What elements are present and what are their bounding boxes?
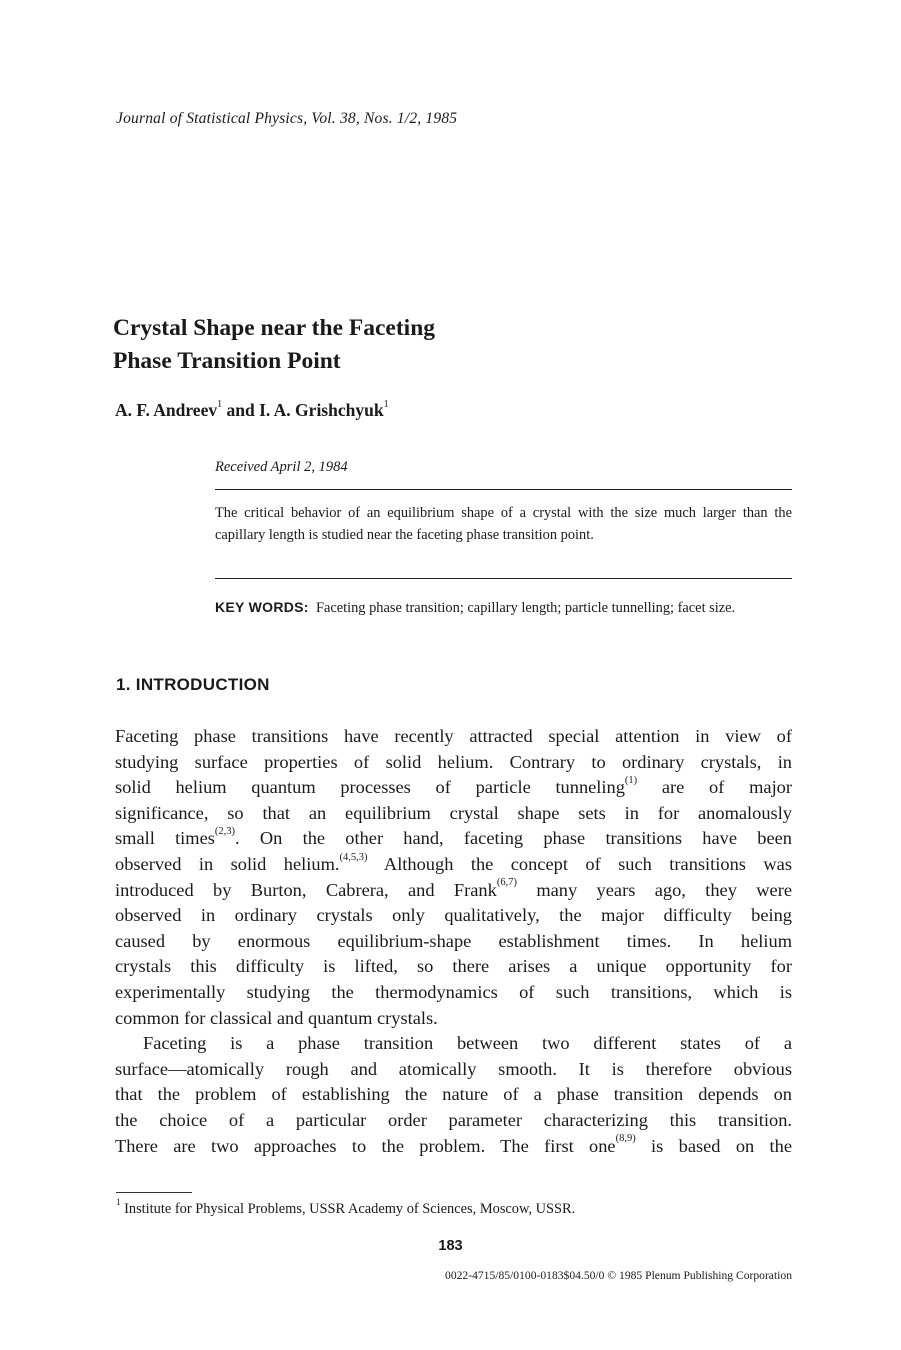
affiliation-mark: 1 [383,399,389,411]
body-line: solid helium quantum processes of particle tunneling$^{(1)}$ are of major [115,775,792,798]
page-number: 183 [438,1238,463,1254]
abstract-top-rule [215,489,792,490]
body-line: Faceting phase transitions have recently attracted special attention in view of [115,726,792,746]
body-line: caused by enormous equilibrium-shape establishment times. In helium [115,930,792,951]
body-line: the choice of a particular order parameter characterizing this transition. [115,1109,792,1130]
body-line: small times$^{(2,3)}$. On the other hand, faceting phase transitions have been [115,826,792,849]
body-line: There are two approaches to the problem. The first one$^{(8,9)}$ is based on the [115,1133,792,1156]
affiliation-mark: 1 [217,399,223,411]
abstract: The critical behavior of an equilibrium shape of a crystal with the size much larger than the capillary length is studied near the faceting phase transition point. [215,505,792,543]
abstract-bottom-rule [215,578,792,579]
copyright-line: 0022-4715/85/0100-0183$04.50/0 © 1985 Plenum Publishing Corporation [445,1269,792,1282]
body-line: experimentally studying the thermodynamics of such transitions, which is [115,981,792,1002]
author-conjunction: and [222,400,260,420]
citation-ref: (4,5,3) [339,851,368,863]
footnote-rule [116,1192,192,1193]
journal-citation: Journal of Statistical Physics, Vol. 38, Nos. 1/2, 1985 [116,110,458,127]
title-line-1: Crystal Shape near the Faceting [113,315,436,341]
author-list [115,400,389,421]
footnote-mark: 1 [116,1197,121,1208]
body-line: surface—atomically rough and atomically smooth. It is therefore obvious [115,1058,792,1079]
footnote-text: Institute for Physical Problems, USSR Academy of Sciences, Moscow, USSR. [120,1201,576,1217]
body-line: significance, so that an equilibrium crystal shape sets in for anomalously [115,802,792,823]
keywords [215,597,792,620]
body-line: Faceting is a phase transition between two different states of a [143,1033,792,1054]
citation-ref: (8,9) [615,1133,636,1145]
article-title [113,312,713,378]
keywords-text: Faceting phase transition; capillary length; particle tunnelling; facet size. [315,600,736,616]
body-line: observed in solid helium.$^{(4,5,3)}$ Although the concept of such transitions was [115,851,792,874]
received-date: Received April 2, 1984 [215,459,348,475]
body-line: observed in ordinary crystals only qualitatively, the major difficulty being [115,905,792,926]
citation-ref: (6,7) [496,877,517,889]
title-line-2: Phase Transition Point [113,348,341,374]
section-heading: 1. INTRODUCTION [116,675,270,694]
citation-ref: (1) [624,775,638,787]
body-line: studying surface properties of solid helium. Contrary to ordinary crystals, in [115,751,792,772]
body-text [115,724,792,1159]
body-line: common for classical and quantum crystals. [115,1007,438,1028]
body-line: introduced by Burton, Cabrera, and Frank$^{(6,7)}$ many years ago, they were [115,877,792,900]
body-line: crystals this difficulty is lifted, so there arises a unique opportunity for [115,956,792,977]
footnote [116,1197,576,1218]
body-line: that the problem of establishing the nature of a phase transition depends on [115,1084,792,1105]
author-name: A. F. Andreev [115,400,218,420]
keywords-label: KEY WORDS: [215,599,309,615]
citation-ref: (2,3) [214,826,236,838]
author-name: I. A. Grishchyuk [259,400,384,420]
